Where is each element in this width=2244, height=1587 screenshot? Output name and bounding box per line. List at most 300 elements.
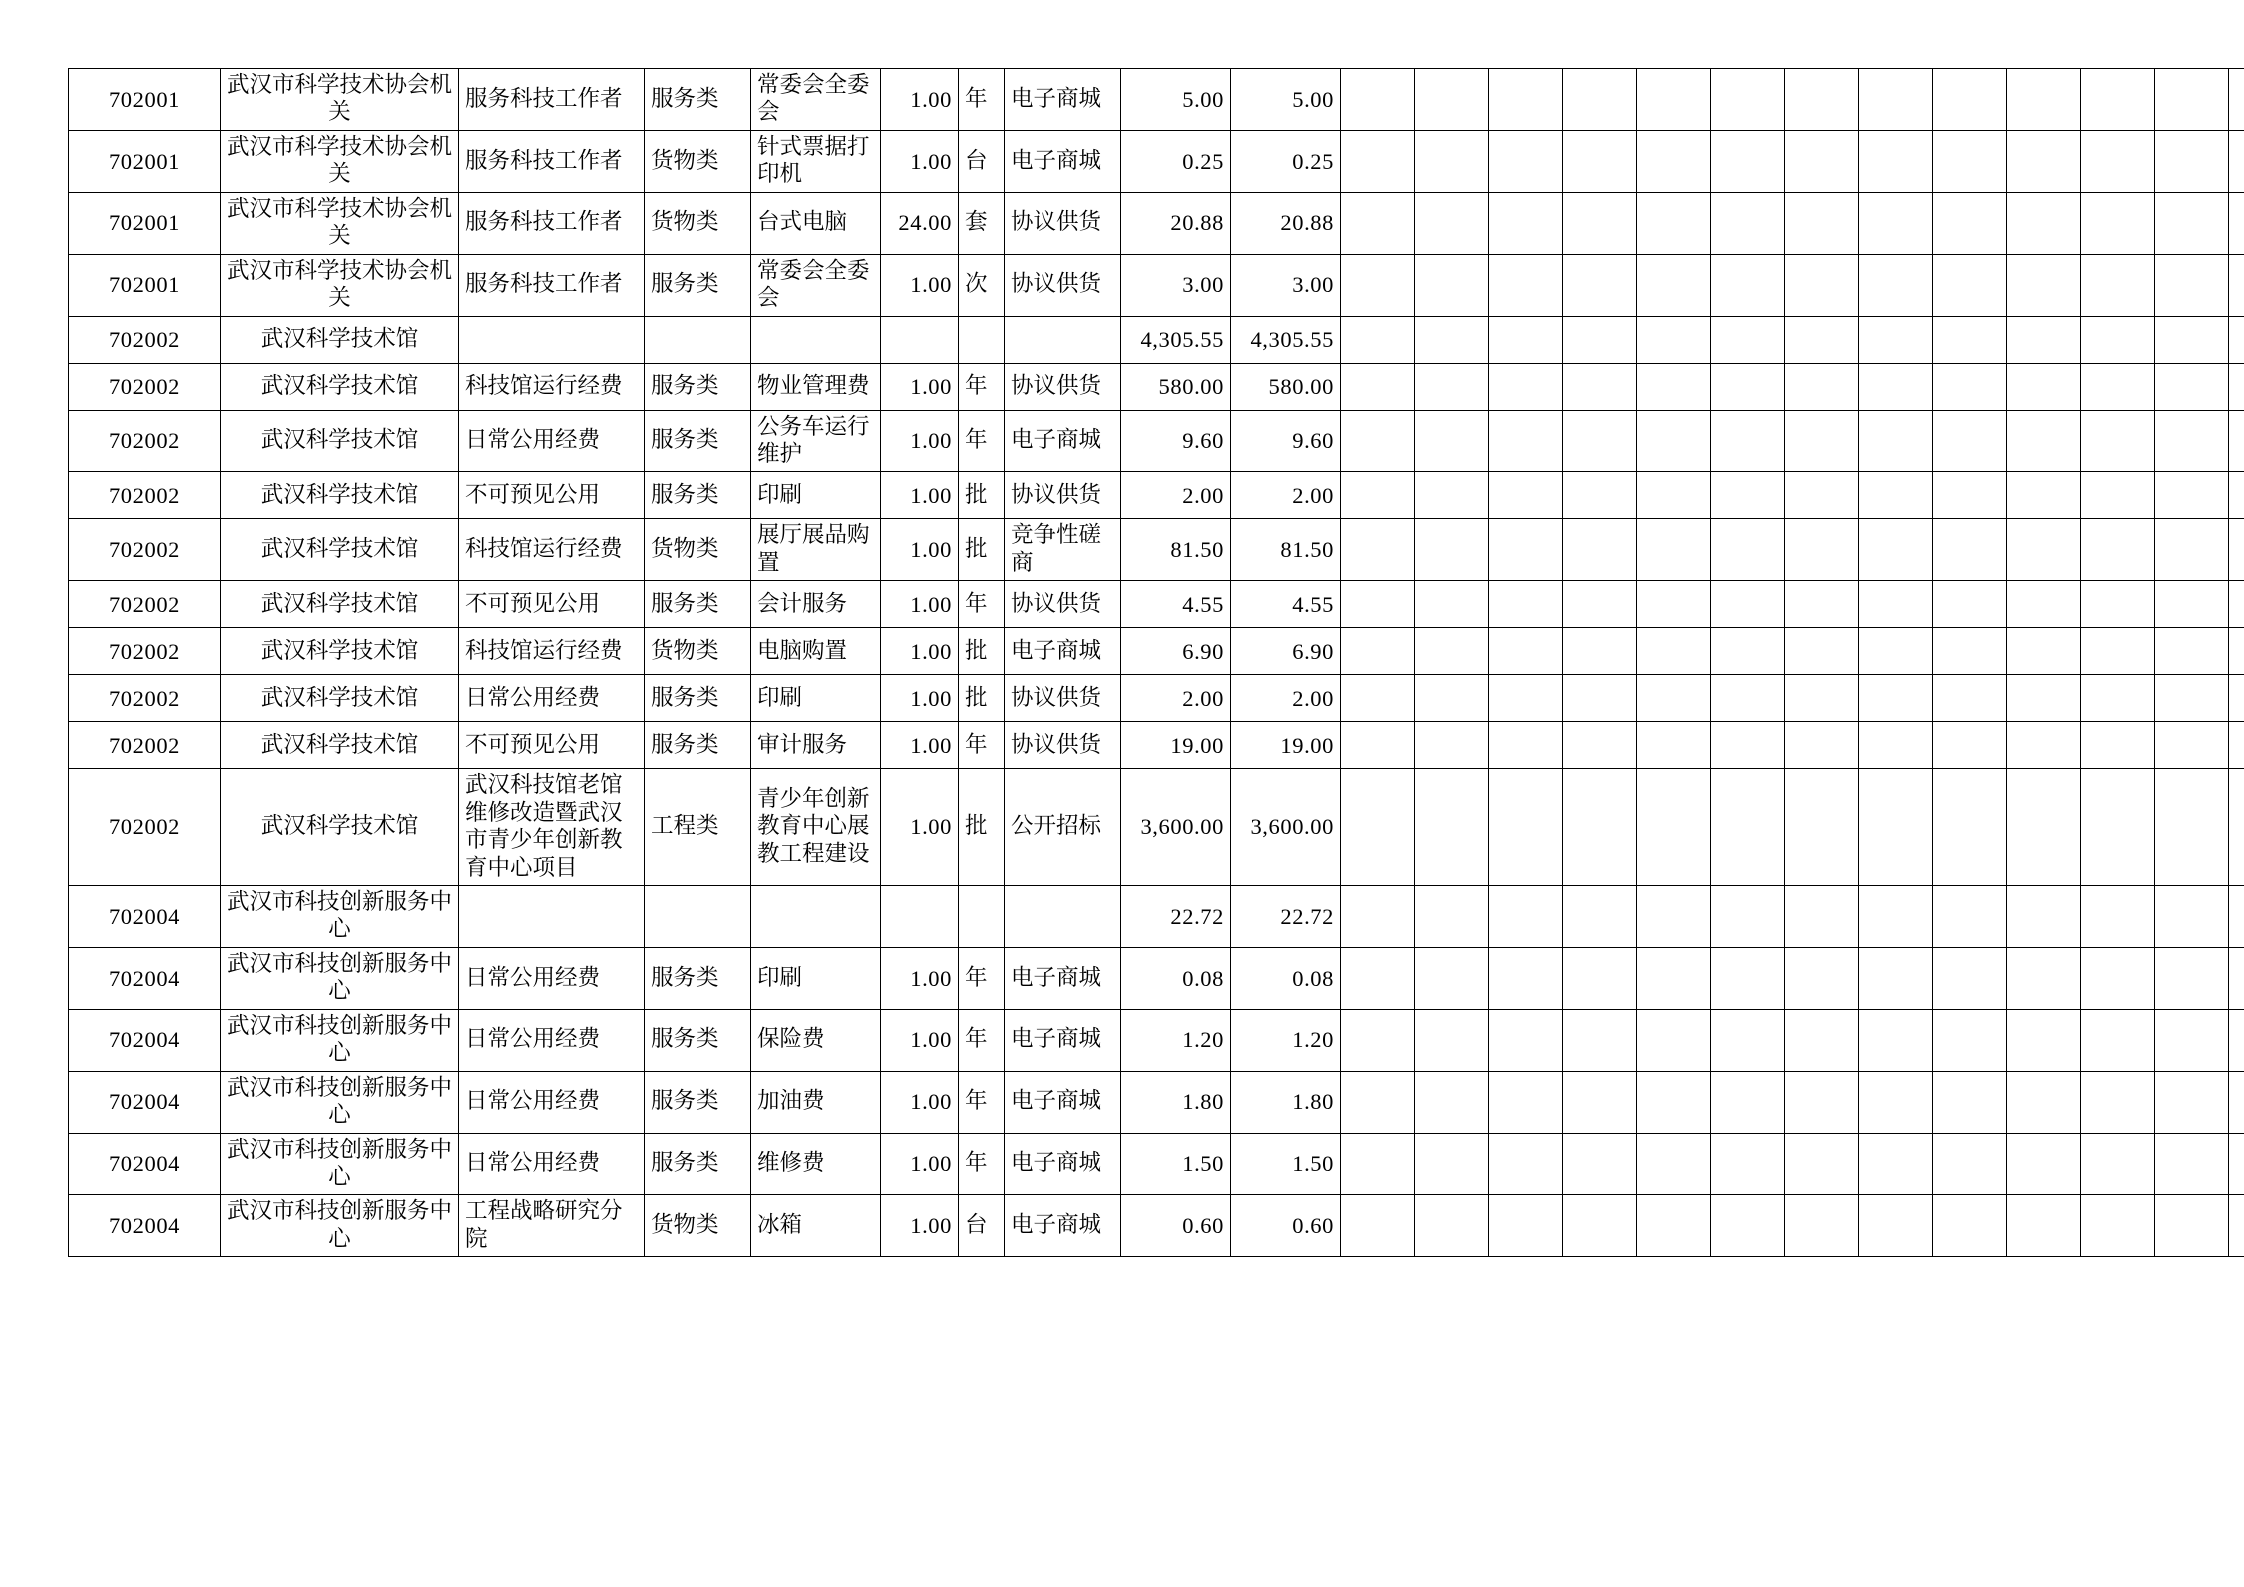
cell-project-name	[459, 316, 645, 363]
cell-empty	[1489, 192, 1563, 254]
cell-quantity: 1.00	[881, 722, 959, 769]
cell-empty	[1341, 519, 1415, 581]
cell-empty	[1933, 675, 2007, 722]
cell-project-name: 工程战略研究分院	[459, 1195, 645, 1257]
procurement-budget-table	[68, 68, 2244, 1257]
cell-empty	[2155, 316, 2229, 363]
cell-empty	[1711, 254, 1785, 316]
cell-empty	[2229, 947, 2244, 1009]
cell-empty	[1859, 722, 1933, 769]
cell-empty	[1859, 410, 1933, 472]
cell-quantity: 1.00	[881, 1071, 959, 1133]
table-row	[69, 192, 2244, 254]
cell-quantity: 1.00	[881, 363, 959, 410]
cell-empty	[1489, 130, 1563, 192]
cell-purchase-type: 货物类	[645, 130, 751, 192]
cell-dept-name: 武汉科学技术馆	[221, 769, 459, 886]
cell-unit: 年	[959, 947, 1005, 1009]
cell-project-name: 不可预见公用	[459, 581, 645, 628]
cell-project-name: 科技馆运行经费	[459, 628, 645, 675]
cell-budget-amount: 0.08	[1121, 947, 1231, 1009]
cell-purchase-type: 服务类	[645, 363, 751, 410]
cell-empty	[1637, 130, 1711, 192]
cell-dept-name: 武汉市科学技术协会机关	[221, 130, 459, 192]
cell-empty	[1711, 1009, 1785, 1071]
cell-empty	[1341, 192, 1415, 254]
cell-quantity: 1.00	[881, 769, 959, 886]
cell-unit: 年	[959, 363, 1005, 410]
cell-unit: 次	[959, 254, 1005, 316]
cell-unit: 批	[959, 519, 1005, 581]
cell-empty	[1933, 316, 2007, 363]
cell-purchase-type: 服务类	[645, 1133, 751, 1195]
cell-empty	[2229, 628, 2244, 675]
cell-empty	[1489, 722, 1563, 769]
cell-empty	[1859, 1195, 1933, 1257]
cell-quantity	[881, 886, 959, 948]
cell-empty	[1563, 1009, 1637, 1071]
table-row	[69, 769, 2244, 886]
cell-purchase-item: 维修费	[751, 1133, 881, 1195]
cell-purchase-type: 货物类	[645, 628, 751, 675]
cell-empty	[1933, 886, 2007, 948]
cell-empty	[1933, 363, 2007, 410]
cell-purchase-item: 展厅展品购置	[751, 519, 881, 581]
cell-empty	[2081, 1009, 2155, 1071]
cell-empty	[1711, 69, 1785, 131]
cell-empty	[2081, 769, 2155, 886]
cell-dept-code: 702004	[69, 1133, 221, 1195]
cell-empty	[1785, 519, 1859, 581]
cell-empty	[1637, 363, 1711, 410]
cell-project-name: 日常公用经费	[459, 675, 645, 722]
cell-empty	[1711, 519, 1785, 581]
cell-purchase-method	[1005, 886, 1121, 948]
cell-empty	[2155, 254, 2229, 316]
cell-empty	[2229, 192, 2244, 254]
table-row	[69, 254, 2244, 316]
table-row	[69, 1133, 2244, 1195]
cell-empty	[1711, 410, 1785, 472]
cell-empty	[1415, 769, 1489, 886]
cell-purchase-method: 协议供货	[1005, 722, 1121, 769]
cell-purchase-type: 服务类	[645, 947, 751, 1009]
cell-empty	[2155, 1133, 2229, 1195]
cell-purchase-method: 电子商城	[1005, 947, 1121, 1009]
cell-unit: 年	[959, 722, 1005, 769]
cell-empty	[2229, 363, 2244, 410]
cell-empty	[1859, 192, 1933, 254]
cell-empty	[1785, 1195, 1859, 1257]
cell-empty	[1637, 316, 1711, 363]
cell-purchase-method: 电子商城	[1005, 1071, 1121, 1133]
cell-empty	[2229, 472, 2244, 519]
cell-empty	[1489, 675, 1563, 722]
cell-empty	[2229, 254, 2244, 316]
cell-purchase-type: 服务类	[645, 254, 751, 316]
cell-dept-code: 702004	[69, 886, 221, 948]
cell-purchase-method: 电子商城	[1005, 1009, 1121, 1071]
cell-empty	[1415, 410, 1489, 472]
cell-dept-code: 702002	[69, 363, 221, 410]
table-row-group	[69, 316, 2244, 363]
cell-empty	[1637, 722, 1711, 769]
cell-empty	[1859, 1071, 1933, 1133]
cell-budget-amount: 22.72	[1121, 886, 1231, 948]
cell-empty	[1415, 316, 1489, 363]
cell-empty	[1785, 1071, 1859, 1133]
cell-purchase-type: 服务类	[645, 1071, 751, 1133]
cell-empty	[1341, 363, 1415, 410]
cell-quantity: 1.00	[881, 254, 959, 316]
cell-empty	[1489, 1071, 1563, 1133]
cell-empty	[1711, 675, 1785, 722]
cell-empty	[2081, 410, 2155, 472]
cell-empty	[1711, 130, 1785, 192]
cell-unit: 年	[959, 581, 1005, 628]
cell-empty	[2155, 1009, 2229, 1071]
cell-empty	[1415, 130, 1489, 192]
cell-project-name: 不可预见公用	[459, 472, 645, 519]
cell-purchase-item: 青少年创新教育中心展教工程建设	[751, 769, 881, 886]
cell-project-name: 日常公用经费	[459, 1071, 645, 1133]
cell-empty	[1933, 769, 2007, 886]
cell-unit: 年	[959, 1071, 1005, 1133]
cell-empty	[1415, 472, 1489, 519]
cell-project-name: 不可预见公用	[459, 722, 645, 769]
cell-empty	[1415, 519, 1489, 581]
cell-empty	[1711, 769, 1785, 886]
cell-empty	[2229, 1195, 2244, 1257]
cell-unit: 批	[959, 769, 1005, 886]
cell-empty	[2155, 472, 2229, 519]
cell-empty	[2155, 628, 2229, 675]
cell-purchase-amount: 3.00	[1231, 254, 1341, 316]
cell-purchase-amount: 2.00	[1231, 675, 1341, 722]
cell-empty	[1785, 254, 1859, 316]
cell-empty	[1859, 1009, 1933, 1071]
cell-dept-code: 702001	[69, 69, 221, 131]
cell-empty	[2155, 947, 2229, 1009]
cell-quantity	[881, 316, 959, 363]
cell-empty	[1637, 947, 1711, 1009]
cell-empty	[2081, 886, 2155, 948]
cell-empty	[1563, 581, 1637, 628]
cell-quantity: 1.00	[881, 472, 959, 519]
cell-budget-amount: 580.00	[1121, 363, 1231, 410]
cell-empty	[2081, 1071, 2155, 1133]
cell-empty	[1637, 1133, 1711, 1195]
cell-empty	[1489, 472, 1563, 519]
table-row	[69, 1195, 2244, 1257]
cell-empty	[1563, 1195, 1637, 1257]
cell-empty	[1785, 581, 1859, 628]
cell-purchase-item: 常委会全委会	[751, 69, 881, 131]
cell-dept-name: 武汉科学技术馆	[221, 675, 459, 722]
cell-empty	[1933, 581, 2007, 628]
cell-purchase-item: 常委会全委会	[751, 254, 881, 316]
cell-empty	[1563, 410, 1637, 472]
cell-empty	[2229, 410, 2244, 472]
cell-empty	[1341, 1133, 1415, 1195]
cell-purchase-method: 协议供货	[1005, 192, 1121, 254]
cell-quantity: 1.00	[881, 1195, 959, 1257]
cell-empty	[1859, 69, 1933, 131]
cell-dept-code: 702002	[69, 769, 221, 886]
cell-empty	[2007, 316, 2081, 363]
cell-empty	[2007, 254, 2081, 316]
cell-dept-name: 武汉科学技术馆	[221, 316, 459, 363]
cell-purchase-amount: 19.00	[1231, 722, 1341, 769]
cell-purchase-type: 货物类	[645, 519, 751, 581]
cell-unit: 年	[959, 69, 1005, 131]
cell-empty	[1933, 410, 2007, 472]
cell-unit	[959, 316, 1005, 363]
cell-empty	[1785, 769, 1859, 886]
cell-budget-amount: 1.80	[1121, 1071, 1231, 1133]
cell-empty	[2229, 769, 2244, 886]
cell-empty	[1711, 886, 1785, 948]
cell-purchase-method: 电子商城	[1005, 1195, 1121, 1257]
cell-empty	[2155, 1195, 2229, 1257]
cell-empty	[1859, 316, 1933, 363]
table-row	[69, 69, 2244, 131]
cell-empty	[1785, 886, 1859, 948]
cell-dept-code: 702002	[69, 675, 221, 722]
cell-purchase-type: 服务类	[645, 722, 751, 769]
cell-empty	[1341, 316, 1415, 363]
cell-dept-code: 702002	[69, 410, 221, 472]
cell-project-name: 科技馆运行经费	[459, 363, 645, 410]
cell-empty	[1859, 1133, 1933, 1195]
cell-purchase-item: 冰箱	[751, 1195, 881, 1257]
cell-empty	[1859, 769, 1933, 886]
cell-empty	[1711, 722, 1785, 769]
cell-empty	[1415, 628, 1489, 675]
cell-empty	[1711, 947, 1785, 1009]
cell-empty	[1933, 254, 2007, 316]
cell-empty	[1933, 1133, 2007, 1195]
cell-dept-name: 武汉科学技术馆	[221, 363, 459, 410]
cell-empty	[2007, 192, 2081, 254]
cell-empty	[1785, 69, 1859, 131]
cell-dept-name: 武汉市科技创新服务中心	[221, 1071, 459, 1133]
cell-purchase-amount: 81.50	[1231, 519, 1341, 581]
cell-quantity: 1.00	[881, 675, 959, 722]
cell-empty	[1489, 1133, 1563, 1195]
cell-purchase-item: 物业管理费	[751, 363, 881, 410]
cell-empty	[2081, 472, 2155, 519]
cell-empty	[1785, 628, 1859, 675]
cell-empty	[1489, 410, 1563, 472]
cell-empty	[1859, 886, 1933, 948]
cell-empty	[1859, 363, 1933, 410]
cell-empty	[1637, 69, 1711, 131]
cell-empty	[1563, 316, 1637, 363]
cell-empty	[1859, 519, 1933, 581]
cell-empty	[1859, 947, 1933, 1009]
cell-purchase-type: 服务类	[645, 581, 751, 628]
cell-empty	[1859, 130, 1933, 192]
cell-purchase-method: 公开招标	[1005, 769, 1121, 886]
cell-empty	[1933, 192, 2007, 254]
table-row	[69, 947, 2244, 1009]
cell-empty	[1785, 192, 1859, 254]
cell-unit: 台	[959, 130, 1005, 192]
cell-empty	[1785, 316, 1859, 363]
cell-empty	[2081, 1195, 2155, 1257]
cell-dept-name: 武汉市科学技术协会机关	[221, 254, 459, 316]
cell-dept-code: 702004	[69, 1009, 221, 1071]
cell-empty	[2155, 886, 2229, 948]
cell-empty	[1341, 722, 1415, 769]
table-row	[69, 519, 2244, 581]
cell-dept-name: 武汉科学技术馆	[221, 722, 459, 769]
table-row	[69, 130, 2244, 192]
cell-project-name: 日常公用经费	[459, 1133, 645, 1195]
cell-purchase-item: 印刷	[751, 947, 881, 1009]
cell-empty	[2229, 69, 2244, 131]
cell-dept-name: 武汉科学技术馆	[221, 581, 459, 628]
cell-purchase-method: 协议供货	[1005, 581, 1121, 628]
cell-unit: 台	[959, 1195, 1005, 1257]
cell-dept-name: 武汉科学技术馆	[221, 410, 459, 472]
table-body	[69, 69, 2244, 1257]
cell-empty	[1933, 628, 2007, 675]
cell-empty	[2229, 886, 2244, 948]
cell-empty	[1711, 628, 1785, 675]
cell-project-name: 科技馆运行经费	[459, 519, 645, 581]
cell-project-name: 武汉科技馆老馆维修改造暨武汉市青少年创新教育中心项目	[459, 769, 645, 886]
cell-empty	[1637, 410, 1711, 472]
cell-empty	[1933, 130, 2007, 192]
cell-quantity: 24.00	[881, 192, 959, 254]
cell-empty	[1637, 254, 1711, 316]
cell-empty	[2081, 1133, 2155, 1195]
cell-purchase-amount: 0.08	[1231, 947, 1341, 1009]
cell-empty	[1637, 769, 1711, 886]
cell-empty	[1489, 69, 1563, 131]
cell-budget-amount: 81.50	[1121, 519, 1231, 581]
cell-quantity: 1.00	[881, 130, 959, 192]
cell-budget-amount: 1.20	[1121, 1009, 1231, 1071]
cell-empty	[1341, 947, 1415, 1009]
cell-empty	[1637, 1009, 1711, 1071]
cell-empty	[2229, 581, 2244, 628]
cell-empty	[1489, 316, 1563, 363]
cell-dept-code: 702002	[69, 581, 221, 628]
cell-dept-name: 武汉市科学技术协会机关	[221, 69, 459, 131]
cell-purchase-type: 货物类	[645, 192, 751, 254]
cell-empty	[2007, 1071, 2081, 1133]
cell-empty	[1933, 1195, 2007, 1257]
cell-empty	[2007, 519, 2081, 581]
cell-empty	[2007, 410, 2081, 472]
cell-budget-amount: 20.88	[1121, 192, 1231, 254]
cell-empty	[1785, 130, 1859, 192]
cell-empty	[1637, 1195, 1711, 1257]
cell-empty	[2155, 363, 2229, 410]
cell-purchase-type: 服务类	[645, 410, 751, 472]
cell-purchase-method: 电子商城	[1005, 1133, 1121, 1195]
table-row	[69, 628, 2244, 675]
cell-empty	[1489, 628, 1563, 675]
cell-purchase-method: 协议供货	[1005, 472, 1121, 519]
cell-empty	[1933, 722, 2007, 769]
cell-empty	[2229, 1009, 2244, 1071]
cell-empty	[1785, 1009, 1859, 1071]
cell-empty	[1933, 1009, 2007, 1071]
cell-project-name: 服务科技工作者	[459, 69, 645, 131]
cell-purchase-amount: 4.55	[1231, 581, 1341, 628]
cell-empty	[2081, 192, 2155, 254]
cell-empty	[2081, 254, 2155, 316]
cell-purchase-amount: 9.60	[1231, 410, 1341, 472]
cell-empty	[1415, 363, 1489, 410]
cell-purchase-method: 电子商城	[1005, 130, 1121, 192]
cell-empty	[1563, 472, 1637, 519]
cell-empty	[2155, 519, 2229, 581]
cell-empty	[2155, 192, 2229, 254]
cell-budget-amount: 19.00	[1121, 722, 1231, 769]
cell-empty	[2229, 1071, 2244, 1133]
cell-dept-code: 702004	[69, 947, 221, 1009]
cell-purchase-type: 工程类	[645, 769, 751, 886]
cell-unit: 年	[959, 1009, 1005, 1071]
cell-empty	[1859, 628, 1933, 675]
cell-empty	[2229, 675, 2244, 722]
cell-empty	[1489, 886, 1563, 948]
cell-empty	[2081, 316, 2155, 363]
cell-empty	[2007, 722, 2081, 769]
cell-empty	[1859, 581, 1933, 628]
cell-empty	[2155, 722, 2229, 769]
cell-empty	[1933, 1071, 2007, 1133]
cell-empty	[1785, 410, 1859, 472]
table-row	[69, 363, 2244, 410]
cell-purchase-item: 审计服务	[751, 722, 881, 769]
cell-empty	[1785, 947, 1859, 1009]
cell-purchase-type	[645, 316, 751, 363]
cell-purchase-amount: 4,305.55	[1231, 316, 1341, 363]
cell-empty	[2007, 69, 2081, 131]
cell-empty	[2229, 316, 2244, 363]
cell-empty	[2155, 410, 2229, 472]
cell-purchase-item: 加油费	[751, 1071, 881, 1133]
cell-dept-code: 702001	[69, 192, 221, 254]
cell-empty	[2229, 519, 2244, 581]
cell-empty	[1415, 886, 1489, 948]
cell-purchase-method: 协议供货	[1005, 675, 1121, 722]
cell-dept-code: 702002	[69, 628, 221, 675]
cell-dept-code: 702001	[69, 130, 221, 192]
cell-empty	[1341, 1195, 1415, 1257]
table-row	[69, 1071, 2244, 1133]
cell-empty	[1489, 363, 1563, 410]
cell-empty	[2081, 628, 2155, 675]
cell-dept-name: 武汉市科技创新服务中心	[221, 886, 459, 948]
cell-empty	[1711, 363, 1785, 410]
cell-project-name: 日常公用经费	[459, 947, 645, 1009]
cell-purchase-item	[751, 886, 881, 948]
cell-purchase-type: 服务类	[645, 69, 751, 131]
cell-project-name	[459, 886, 645, 948]
cell-empty	[1563, 1071, 1637, 1133]
cell-purchase-amount: 6.90	[1231, 628, 1341, 675]
cell-unit: 年	[959, 410, 1005, 472]
cell-purchase-amount: 20.88	[1231, 192, 1341, 254]
cell-purchase-item: 台式电脑	[751, 192, 881, 254]
